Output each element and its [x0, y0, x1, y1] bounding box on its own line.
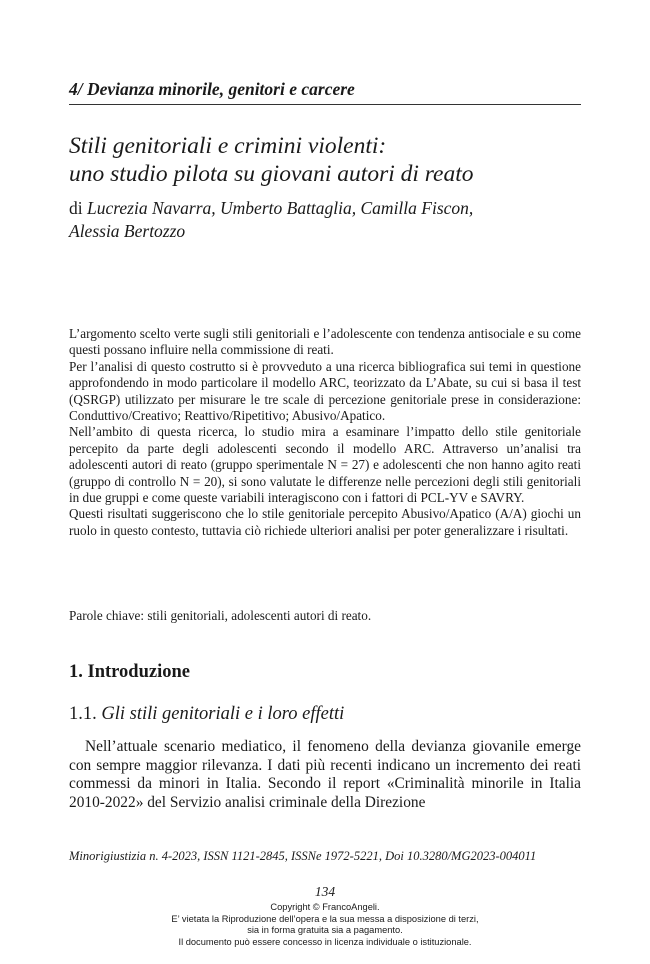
- abstract-paragraph: Nell’ambito di questa ricerca, lo studio mira a esaminare l’impatto dello stile genitoriale percepito da parte degli adolescenti secondo il modello ARC. Attraverso un’analisi tra adolescenti autori di reato (gruppo sperimentale N = 27) e adolescenti che non hanno agito reati (gruppo di controllo N = 20), si sono valutate le differenze nelle percezioni degli stili genitoriali in due gruppi e come queste variabili interagiscono con i fattori di PCL-YV e SAVRY.: [69, 424, 581, 506]
- article-authors: [69, 197, 589, 242]
- authors-line: [69, 197, 589, 220]
- header-divider: [69, 104, 581, 105]
- copyright-line: Copyright © FrancoAngeli.: [270, 902, 380, 912]
- journal-citation: Minorigiustizia n. 4-2023, ISSN 1121-2845, ISSNe 1972-5221, Doi 10.3280/MG2023-004011: [69, 849, 537, 863]
- copyright-line: Il documento può essere concesso in licenza individuale o istituzionale.: [178, 936, 472, 947]
- abstract-paragraph: Questi risultati suggeriscono che lo stile genitoriale percepito Abusivo/Apatico (A/A) giochi un ruolo in questo contesto, tuttavia ciò richiede ulteriori analisi per poter generalizzare i risultati.: [69, 506, 581, 538]
- body-paragraph: Nell’attuale scenario mediatico, il fenomeno della devianza giovanile emerge con sempre maggior rilevanza. I dati più recenti indicano un incremento dei reati commessi da minori in Italia. Secondo il report «Criminalità minorile in Italia 2010-2022» del Servizio analisi criminale della Direzione: [69, 738, 581, 812]
- abstract-paragraph: L’argomento scelto verte sugli stili genitoriali e l’adolescente con tendenza antisociale e su come questi possano influire nella commissione di reati.: [69, 326, 581, 358]
- abstract-paragraph: Per l’analisi di questo costrutto si è provveduto a una ricerca bibliografica sui temi in questione approfondendo in modo particolare il modello ARC, teorizzato da L’Abate, su cui si basa il test (QSRGP) utilizzato per misurare le tre scale di percezione genitoriale prese in considerazione: Conduttivo/Creativo; Reattivo/Ripetitivo; Abusivo/Apatico.: [69, 358, 581, 424]
- copyright-line: E’ vietata la Riproduzione dell’opera e la sua messa a disposizione di terzi,: [171, 913, 479, 924]
- authors-prefix: di: [69, 198, 87, 218]
- page-number: 134: [314, 884, 336, 899]
- section-heading: 1. Introduzione: [69, 662, 190, 682]
- copyright-line: sia in forma gratuita sia a pagamento.: [247, 925, 403, 935]
- authors-names: Alessia Bertozzo: [69, 220, 186, 241]
- copyright-notice: [0, 902, 650, 948]
- section-header: 4/ Devianza minorile, genitori e carcere: [69, 79, 355, 99]
- article-title-line: Stili genitoriali e crimini violenti:: [69, 133, 387, 159]
- subsection-heading: [69, 702, 581, 726]
- abstract: [69, 326, 581, 539]
- article-title: [69, 132, 589, 188]
- authors-names: Lucrezia Navarra, Umberto Battaglia, Camilla Fiscon,: [87, 198, 474, 218]
- keywords: Parole chiave: stili genitoriali, adolescenti autori di reato.: [69, 608, 372, 623]
- article-title-line: uno studio pilota su giovani autori di reato: [69, 161, 474, 187]
- subsection-number: 1.1.: [69, 704, 102, 724]
- subsection-title: Gli stili genitoriali e i loro effetti: [101, 704, 345, 724]
